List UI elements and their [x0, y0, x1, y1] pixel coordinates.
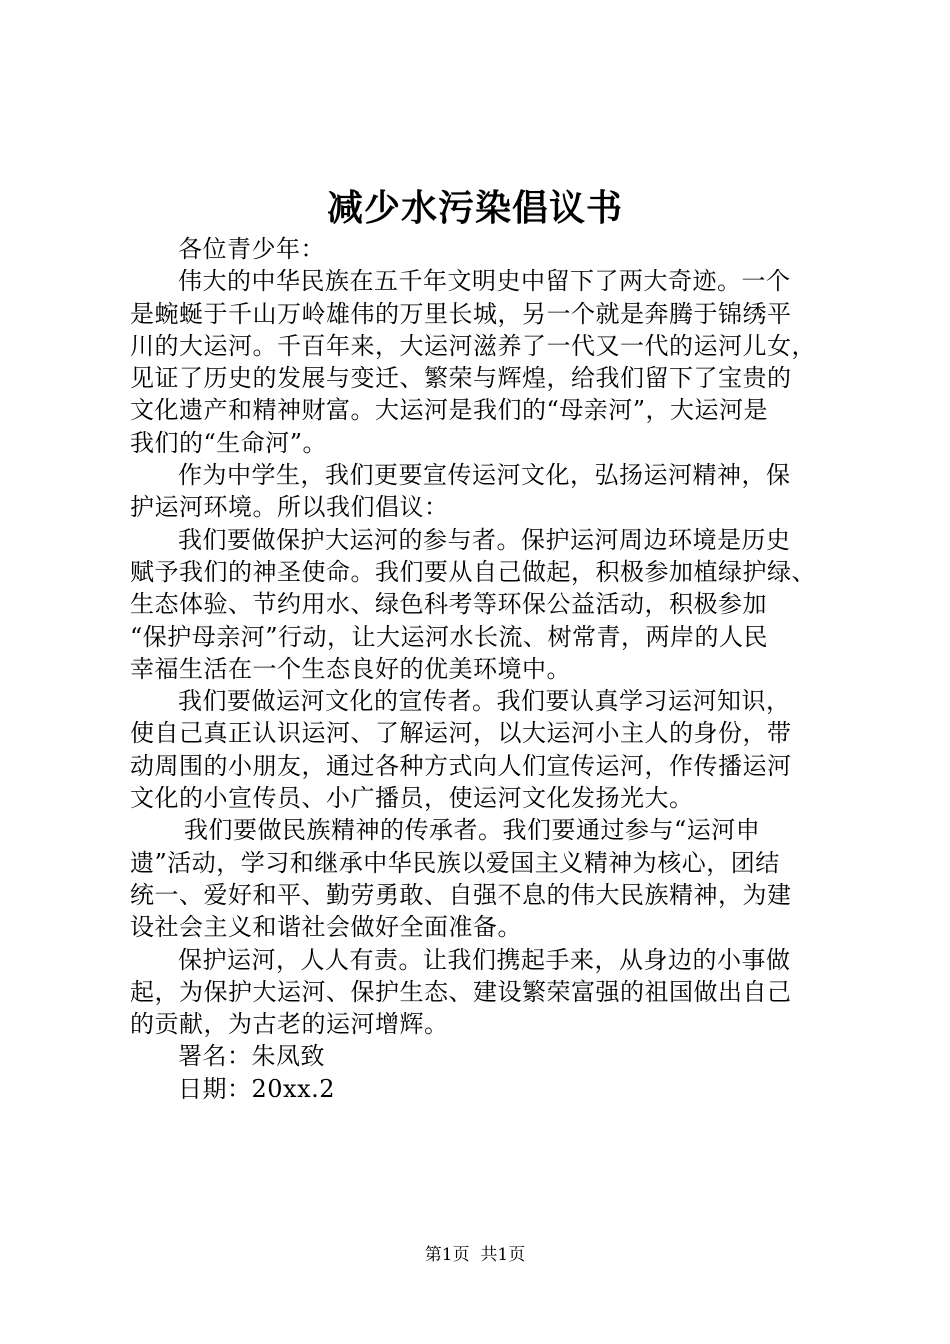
paragraph-line: 护运河环境。所以我们倡议：	[130, 493, 449, 522]
paragraph-line: 见证了历史的发展与变迁、繁荣与辉煌，给我们留下了宝贵的	[130, 364, 792, 393]
signature: 署名：朱凤致	[178, 1042, 325, 1071]
paragraph-line: 我们要做民族精神的传承者。我们要通过参与“运河申	[184, 816, 761, 845]
paragraph-line: 文化的小宣传员、小广播员，使运河文化发扬光大。	[130, 784, 694, 813]
paragraph-line: “保护母亲河”行动，让大运河水长流、树常青，两岸的人民	[130, 622, 769, 651]
paragraph-line: 文化遗产和精神财富。大运河是我们的“母亲河”，大运河是	[130, 396, 769, 425]
paragraph-line: 是蜿蜒于千山万岭雄伟的万里长城，另一个就是奔腾于锦绣平	[130, 299, 792, 328]
paragraph-line: 幸福生活在一个生态良好的优美环境中。	[130, 654, 571, 683]
paragraph-line: 赋予我们的神圣使命。我们要从自己做起，积极参加植绿护绿、	[130, 557, 816, 586]
paragraph-line: 遗”活动，学习和继承中华民族以爱国主义精神为核心，团结	[130, 848, 780, 877]
paragraph-line: 的贡献，为古老的运河增辉。	[130, 1010, 449, 1039]
paragraph-line: 动周围的小朋友，通过各种方式向人们宣传运河，作传播运河	[130, 751, 792, 780]
salutation: 各位青少年：	[178, 235, 325, 263]
paragraph-line: 作为中学生，我们更要宣传运河文化，弘扬运河精神，保	[178, 461, 791, 490]
paragraph-line: 伟大的中华民族在五千年文明史中留下了两大奇迹。一个	[178, 267, 791, 296]
paragraph-line: 使自己真正认识运河、了解运河，以大运河小主人的身份，带	[130, 719, 792, 748]
document-title: 减少水污染倡议书	[326, 187, 623, 229]
date-line: 日期：20xx.2	[178, 1074, 336, 1103]
paragraph-line: 我们要做保护大运河的参与者。保护运河周边环境是历史	[178, 525, 791, 554]
page-footer: 第1页 共1页	[424, 1245, 526, 1265]
document-body	[130, 233, 832, 1105]
paragraph-line: 统一、爱好和平、勤劳勇敢、自强不息的伟大民族精神，为建	[130, 880, 792, 909]
paragraph-line: 我们的“生命河”。	[130, 428, 328, 457]
paragraph-line: 设社会主义和谐社会做好全面准备。	[130, 913, 522, 942]
paragraph-line: 川的大运河。千百年来，大运河滋养了一代又一代的运河儿女，	[130, 331, 816, 360]
paragraph-line: 起，为保护大运河、保护生态、建设繁荣富强的祖国做出自己	[130, 977, 792, 1006]
paragraph-line: 我们要做运河文化的宣传者。我们要认真学习运河知识，	[178, 687, 791, 716]
paragraph-line: 生态体验、节约用水、绿色科考等环保公益活动，积极参加	[130, 590, 767, 619]
paragraph-line: 保护运河，人人有责。让我们携起手来，从身边的小事做	[178, 945, 791, 974]
